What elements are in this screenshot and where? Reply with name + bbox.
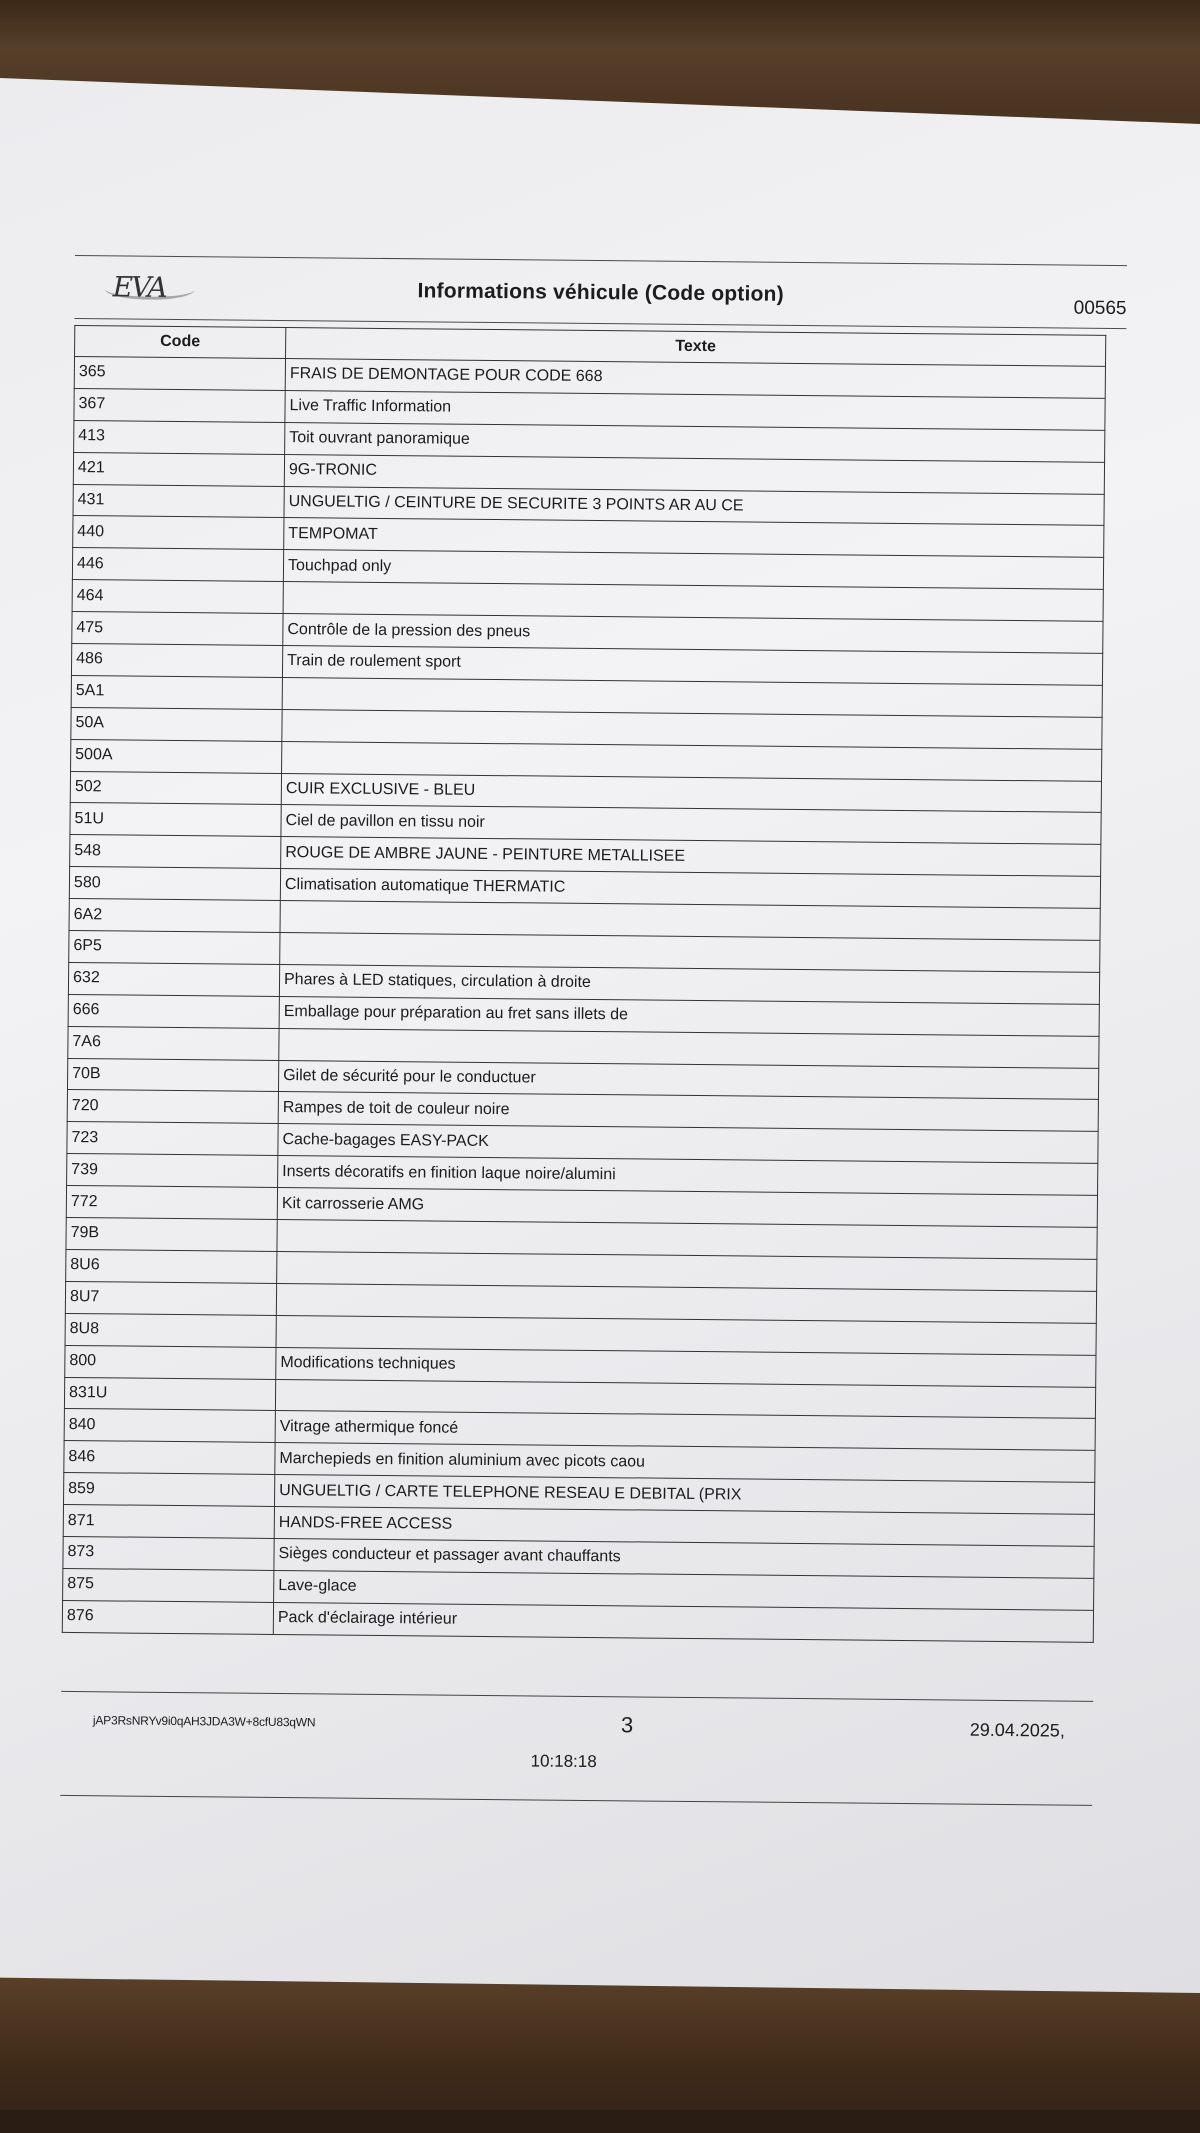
cell-text: Gilet de sécurité pour le conductuer xyxy=(278,1060,1098,1100)
cell-code: 739 xyxy=(67,1154,278,1188)
cell-text: Kit carrosserie AMG xyxy=(277,1188,1097,1228)
column-header-text: Texte xyxy=(286,328,1106,367)
cell-code: 8U7 xyxy=(65,1281,276,1315)
table-body xyxy=(62,357,1105,1642)
cell-code: 6P5 xyxy=(69,931,280,965)
cell-code: 421 xyxy=(73,452,284,486)
cell-text: Rampes de toit de couleur noire xyxy=(278,1092,1098,1132)
cell-code: 365 xyxy=(74,357,285,391)
cell-code: 8U8 xyxy=(65,1313,276,1347)
cell-code: 840 xyxy=(64,1409,275,1443)
cell-code: 413 xyxy=(74,420,285,454)
cell-text: Cache-bagages EASY-PACK xyxy=(278,1124,1098,1164)
cell-code: 873 xyxy=(63,1536,274,1570)
cell-text: UNGUELTIG / CEINTURE DE SECURITE 3 POINTS AR AU CE xyxy=(284,486,1104,526)
cell-text: Pack d'éclairage intérieur xyxy=(273,1602,1093,1642)
document-header xyxy=(74,256,1127,328)
cell-code: 50A xyxy=(71,707,282,741)
floor-strip xyxy=(0,2110,1200,2133)
cell-text: Live Traffic Information xyxy=(285,390,1105,430)
cell-text: FRAIS DE DEMONTAGE POUR CODE 668 xyxy=(285,359,1105,399)
document xyxy=(60,255,1127,1807)
cell-text: Ciel de pavillon en tissu noir xyxy=(281,805,1101,845)
cell-text: UNGUELTIG / CARTE TELEPHONE RESEAU E DEBITAL (PRIX xyxy=(274,1475,1094,1515)
cell-code: 446 xyxy=(72,548,283,582)
document-title: Informations véhicule (Code option) xyxy=(417,279,784,306)
cell-text: Phares à LED statiques, circulation à droite xyxy=(279,964,1099,1004)
cell-text: Marchepieds en finition aluminium avec picots caou xyxy=(275,1443,1095,1483)
cell-text: Touchpad only xyxy=(283,550,1103,590)
cell-text: 9G-TRONIC xyxy=(284,454,1104,494)
cell-code: 800 xyxy=(65,1345,276,1379)
cell-code: 720 xyxy=(67,1090,278,1124)
cell-text: Contrôle de la pression des pneus xyxy=(283,614,1103,654)
cell-text: Modifications techniques xyxy=(276,1347,1096,1387)
cell-code: 475 xyxy=(72,612,283,646)
cell-text: Toit ouvrant panoramique xyxy=(285,422,1105,462)
eva-logo: EVA xyxy=(112,270,166,304)
cell-text: CUIR EXCLUSIVE - BLEU xyxy=(281,773,1101,813)
cell-code: 79B xyxy=(66,1218,277,1252)
cell-code: 859 xyxy=(64,1473,275,1507)
cell-text: Inserts décoratifs en finition laque noire/alumini xyxy=(278,1156,1098,1196)
footer-top-rule xyxy=(61,1691,1093,1702)
cell-code: 431 xyxy=(73,484,284,518)
cell-code: 875 xyxy=(63,1568,274,1602)
cell-code: 548 xyxy=(70,835,281,869)
cell-code: 500A xyxy=(71,739,282,773)
page-number: 3 xyxy=(620,1711,634,1738)
cell-code: 502 xyxy=(70,771,281,805)
document-footer xyxy=(60,1691,1093,1807)
cell-code: 5A1 xyxy=(71,675,282,709)
cell-text: ROUGE DE AMBRE JAUNE - PEINTURE METALLISEE xyxy=(281,837,1101,877)
cell-code: 580 xyxy=(69,867,280,901)
cell-code: 6A2 xyxy=(69,899,280,933)
cell-code: 846 xyxy=(64,1441,275,1475)
cell-code: 666 xyxy=(68,994,279,1028)
cell-text: Lave-glace xyxy=(274,1570,1094,1610)
footer-time: 10:18:18 xyxy=(530,1751,597,1771)
cell-text: Vitrage athermique foncé xyxy=(275,1411,1095,1451)
cell-text: Sièges conducteur et passager avant chauffants xyxy=(274,1538,1094,1578)
option-codes-table xyxy=(62,325,1107,1642)
cell-code: 367 xyxy=(74,388,285,422)
footer-date: 29.04.2025, xyxy=(969,1719,1065,1741)
cell-text: HANDS-FREE ACCESS xyxy=(274,1507,1094,1547)
document-number: 00565 xyxy=(1073,297,1127,320)
cell-code: 70B xyxy=(67,1058,278,1092)
cell-text: Emballage pour préparation au fret sans illets de xyxy=(279,996,1099,1036)
cell-code: 632 xyxy=(68,962,279,996)
footer-hash: jAP3RsNRYv9i0qAH3JDA3W+8cfU83qWN xyxy=(92,1712,316,1729)
cell-text: Climatisation automatique THERMATIC xyxy=(280,869,1100,909)
cell-code: 440 xyxy=(73,516,284,550)
cell-code: 876 xyxy=(62,1600,273,1634)
cell-code: 464 xyxy=(72,580,283,614)
cell-text: TEMPOMAT xyxy=(284,518,1104,558)
column-header-code: Code xyxy=(75,326,286,359)
cell-code: 486 xyxy=(71,644,282,678)
cell-code: 831U xyxy=(64,1377,275,1411)
cell-text: Train de roulement sport xyxy=(282,646,1102,686)
cell-code: 723 xyxy=(67,1122,278,1156)
cell-code: 51U xyxy=(70,803,281,837)
cell-code: 8U6 xyxy=(66,1249,277,1283)
cell-code: 772 xyxy=(66,1186,277,1220)
cell-code: 7A6 xyxy=(68,1026,279,1060)
cell-code: 871 xyxy=(63,1505,274,1539)
